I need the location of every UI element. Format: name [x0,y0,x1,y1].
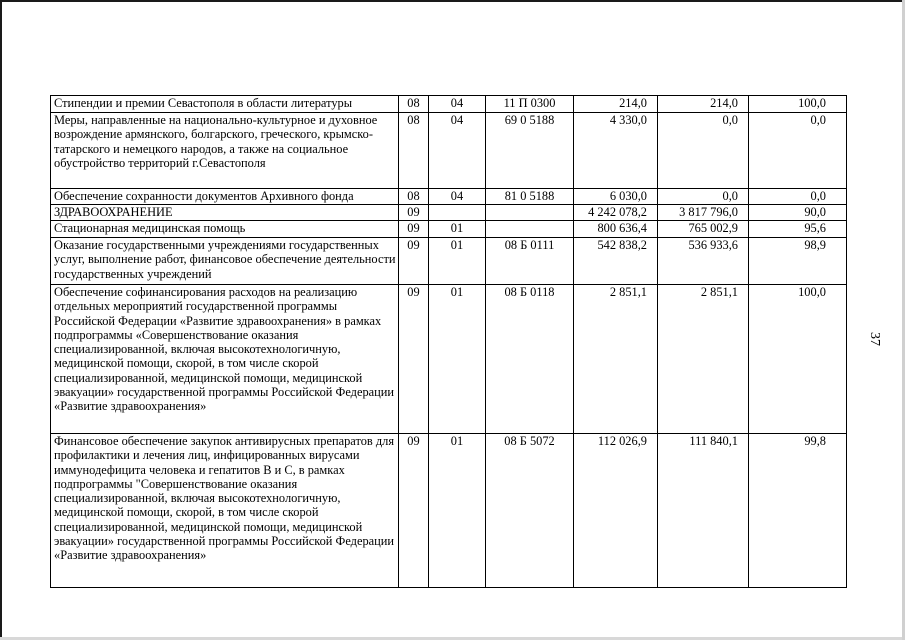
row-subsection [429,205,486,221]
budget-table [50,95,847,588]
row-subsection: 01 [429,434,486,588]
row-name: Стипендии и премии Севастополя в области литературы [51,96,399,113]
row-planned: 800 636,4 [574,221,658,238]
table-row [51,434,847,588]
row-planned: 542 838,2 [574,238,658,285]
row-percent: 90,0 [749,205,847,221]
row-planned: 4 330,0 [574,113,658,189]
table-row [51,221,847,238]
row-executed: 0,0 [658,189,749,205]
table-row [51,113,847,189]
row-name: Стационарная медицинская помощь [51,221,399,238]
row-name: Меры, направленные на национально-культурное и духовное возрождение армянского, болгарского, греческого, крымско-татарского и немецкого народов, а также на социальное обустройство территорий г.Севастополя [51,113,399,189]
row-code: 81 0 5188 [486,189,574,205]
row-subsection: 04 [429,96,486,113]
row-executed: 536 933,6 [658,238,749,285]
page-number: 37 [867,332,882,346]
row-section: 08 [399,189,429,205]
row-section: 09 [399,221,429,238]
row-subsection: 01 [429,221,486,238]
row-code [486,221,574,238]
row-planned: 112 026,9 [574,434,658,588]
row-percent: 95,6 [749,221,847,238]
row-section: 09 [399,434,429,588]
row-name: Финансовое обеспечение закупок антивирусных препаратов для профилактики и лечения лиц, инфицированных вирусами иммунодефицита человека и гепатитов В и С, в рамках подпрограммы "Совершенствование оказания специализированной, включая высокотехнологичную, медицинской помощи, скорой, в том числе скорой специализированной, медицинской помощи, медицинской эвакуации» государственной программы Российской Федерации «Развитие здравоохранения» [51,434,399,588]
row-subsection: 01 [429,285,486,434]
row-subsection: 04 [429,189,486,205]
row-section: 08 [399,113,429,189]
row-name: ЗДРАВООХРАНЕНИЕ [51,205,399,221]
row-executed: 3 817 796,0 [658,205,749,221]
table-row [51,238,847,285]
row-executed: 765 002,9 [658,221,749,238]
row-planned: 214,0 [574,96,658,113]
row-code: 08 Б 5072 [486,434,574,588]
table-row [51,285,847,434]
row-section: 09 [399,285,429,434]
row-planned: 2 851,1 [574,285,658,434]
row-name: Оказание государственными учреждениями государственных услуг, выполнение работ, финансовое обеспечение деятельности государственных учреждений [51,238,399,285]
scan-edge-left [0,0,2,640]
row-section: 08 [399,96,429,113]
row-percent: 0,0 [749,189,847,205]
row-name: Обеспечение сохранности документов Архивного фонда [51,189,399,205]
row-code: 69 0 5188 [486,113,574,189]
row-executed: 2 851,1 [658,285,749,434]
row-code: 11 П 0300 [486,96,574,113]
row-executed: 111 840,1 [658,434,749,588]
row-percent: 100,0 [749,285,847,434]
row-planned: 4 242 078,2 [574,205,658,221]
row-code [486,205,574,221]
scan-edge-top [0,0,905,2]
row-percent: 100,0 [749,96,847,113]
row-percent: 98,9 [749,238,847,285]
table-row [51,205,847,221]
row-section: 09 [399,205,429,221]
row-name: Обеспечение софинансирования расходов на реализацию отдельных мероприятий государственной программы Российской Федерации «Развитие здравоохранения» в рамках подпрограммы «Совершенствование оказания специализированной, включая высокотехнологичную, медицинской помощи, скорой, в том числе скорой специализированной, медицинской помощи, медицинской эвакуации» государственной программы Российской Федерации «Развитие здравоохранения» [51,285,399,434]
row-percent: 0,0 [749,113,847,189]
row-planned: 6 030,0 [574,189,658,205]
table-row [51,189,847,205]
row-percent: 99,8 [749,434,847,588]
row-code: 08 Б 0118 [486,285,574,434]
row-subsection: 04 [429,113,486,189]
row-executed: 214,0 [658,96,749,113]
table-row [51,96,847,113]
row-section: 09 [399,238,429,285]
row-subsection: 01 [429,238,486,285]
row-executed: 0,0 [658,113,749,189]
row-code: 08 Б 0111 [486,238,574,285]
